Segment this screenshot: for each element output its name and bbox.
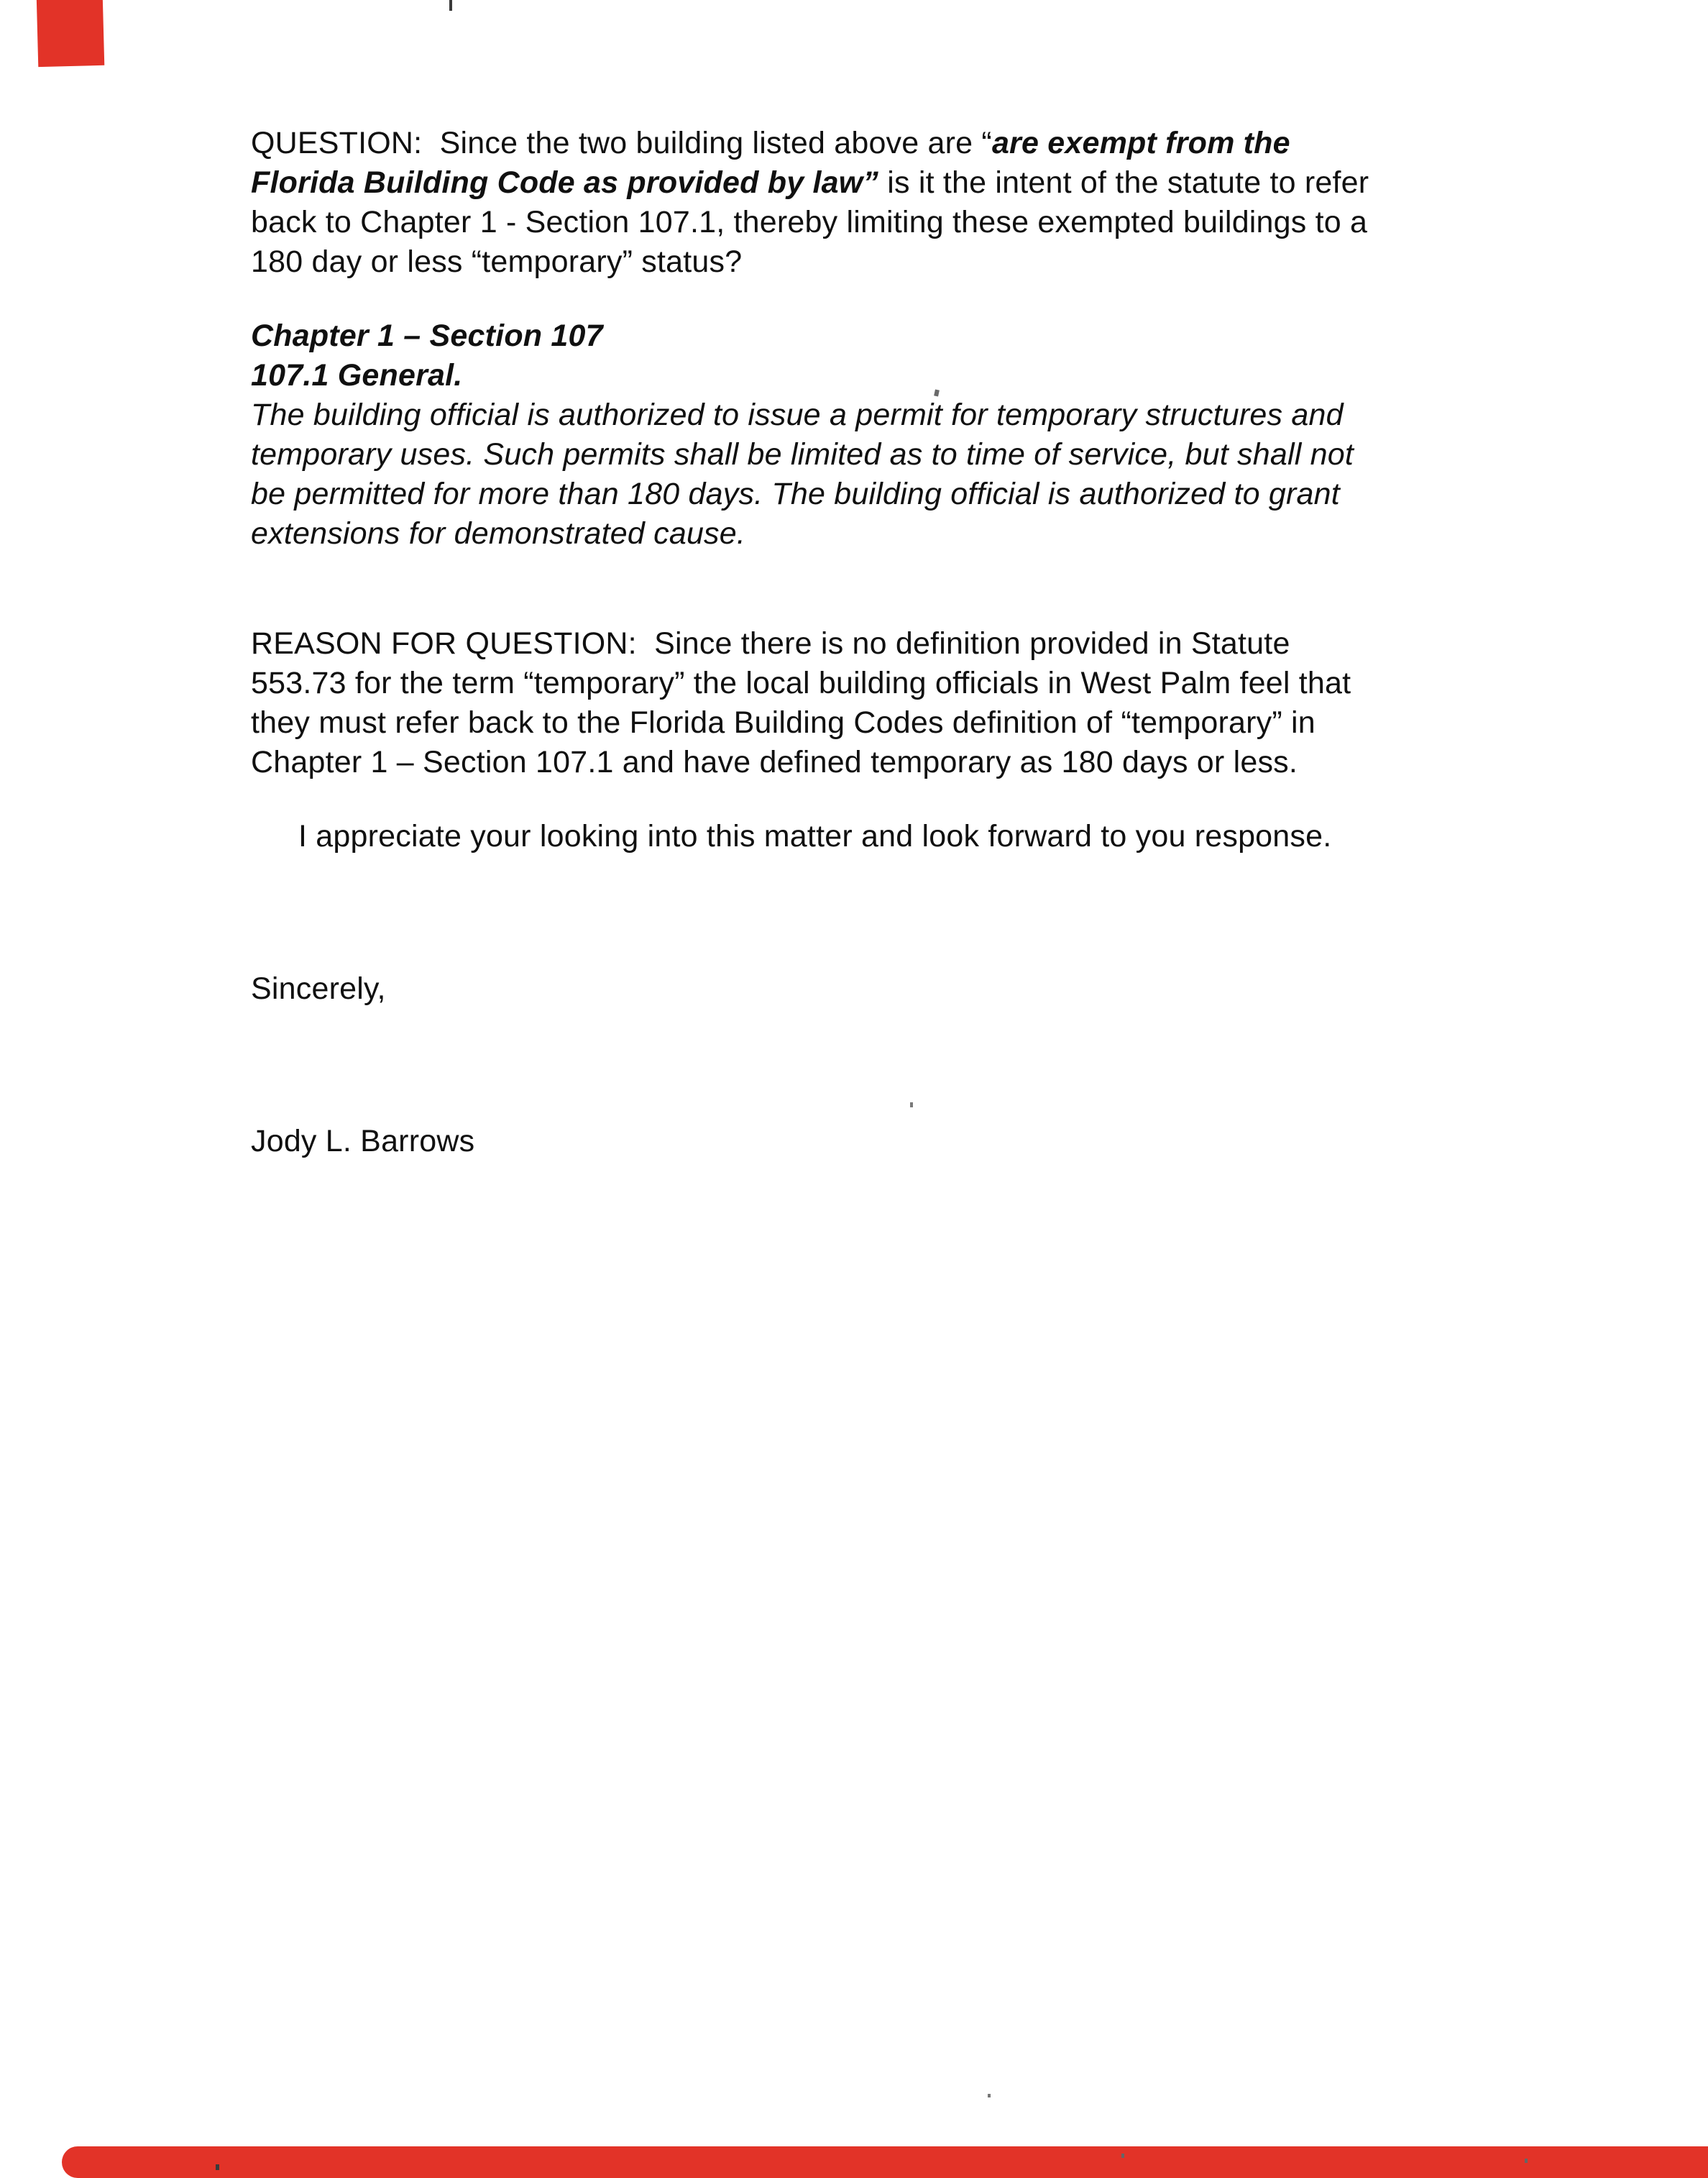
scan-speck — [1121, 2154, 1124, 2158]
question-line-4 — [251, 242, 1369, 282]
reason-paragraph — [251, 624, 1351, 782]
question-line-2 — [251, 163, 1369, 203]
question-paragraph — [251, 124, 1369, 282]
reason-line: Chapter 1 – Section 107.1 and have defined temporary as 180 days or less. — [251, 745, 1298, 779]
question-text: back to Chapter 1 - Section 107.1, thereby limiting these exempted buildings to a — [251, 205, 1368, 239]
reason-line: 553.73 for the term “temporary” the local building officials in West Palm feel that — [251, 666, 1351, 700]
question-text: is it the intent of the statute to refer — [878, 165, 1369, 200]
scan-speck — [216, 2164, 219, 2170]
question-emphasis-text: Florida Building Code as provided by law” — [251, 165, 879, 200]
question-emphasis-text: are exempt from the — [991, 126, 1290, 160]
signature-name — [251, 1122, 474, 1161]
question-text: 180 day or less “temporary” status? — [251, 244, 743, 279]
scan-speck — [910, 1102, 913, 1107]
question-line-1 — [251, 124, 1369, 163]
red-scan-artifact-bottom-edge — [62, 2146, 1708, 2178]
code-citation-block — [251, 316, 1354, 554]
signoff-text: Sincerely, — [251, 971, 386, 1006]
closing-line — [298, 817, 1331, 856]
scan-speck — [1525, 2159, 1528, 2163]
scan-speck — [988, 2094, 991, 2097]
red-scan-artifact-top-left — [37, 0, 105, 67]
code-body-line: temporary uses. Such permits shall be limited as to time of service, but shall not — [251, 437, 1354, 472]
signoff — [251, 969, 386, 1009]
signature-name-text: Jody L. Barrows — [251, 1124, 475, 1158]
code-body-line: The building official is authorized to issue a permit for temporary structures and — [251, 398, 1344, 432]
reason-line: they must refer back to the Florida Building Codes definition of “temporary” in — [251, 705, 1316, 740]
question-text: QUESTION: Since the two building listed above are “ — [251, 126, 992, 160]
code-heading-line-1: Chapter 1 – Section 107 — [251, 319, 603, 353]
closing-text: I appreciate your looking into this matter and look forward to you response. — [298, 819, 1332, 854]
question-line-3 — [251, 203, 1369, 242]
code-heading-line-2: 107.1 General. — [251, 358, 463, 393]
scan-speck — [449, 0, 452, 11]
reason-line: REASON FOR QUESTION: Since there is no definition provided in Statute — [251, 626, 1290, 661]
code-body-line: extensions for demonstrated cause. — [251, 516, 746, 551]
code-body-line: be permitted for more than 180 days. The building official is authorized to grant — [251, 477, 1340, 511]
